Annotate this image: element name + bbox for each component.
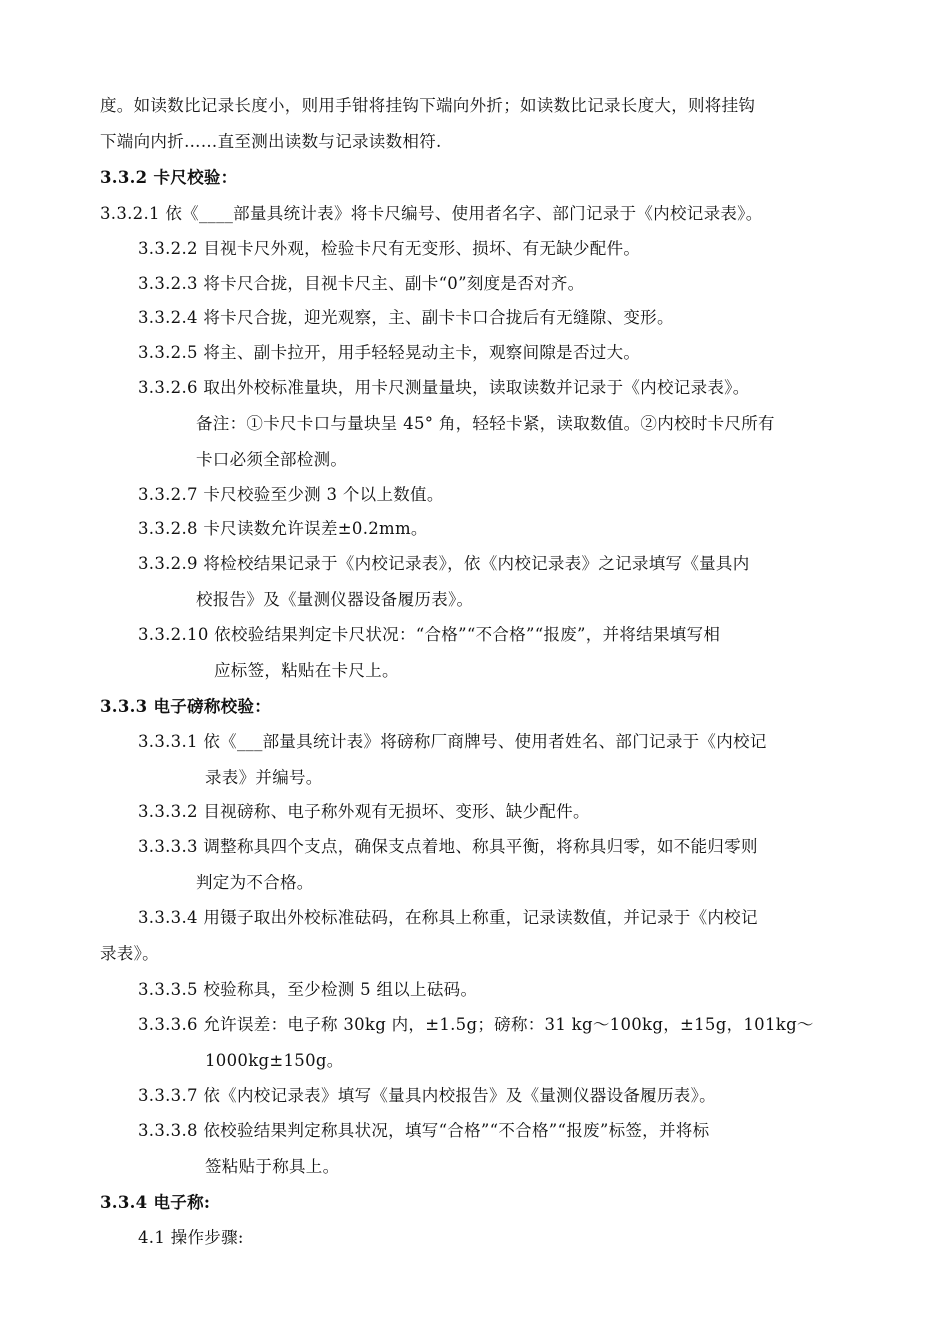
section-heading: 3.3.4 电子称: (100, 1193, 211, 1212)
note-line: 备注：①卡尺卡口与量块呈 45° 角，轻轻卡紧，读取数值。②内校时卡尺所有 (196, 414, 775, 433)
section-heading: 3.3.2 卡尺校验： (100, 168, 238, 187)
list-item-continuation: 录表》。 (100, 944, 159, 963)
note-line: 卡口必须全部检测。 (196, 450, 348, 469)
list-item: 3.3.3.8 依校验结果判定称具状况，填写“合格”“不合格”“报废”标签，并将标 (138, 1121, 710, 1140)
list-item: 4.1 操作步骤: (138, 1228, 244, 1247)
list-item: 3.3.2.6 取出外校标准量块，用卡尺测量量块，读取读数并记录于《内校记录表》。 (138, 378, 750, 397)
list-item: 3.3.2.4 将卡尺合拢，迎光观察，主、副卡卡口合拢后有无缝隙、变形。 (138, 308, 674, 327)
list-item-continuation: 录表》并编号。 (205, 768, 323, 787)
list-item: 3.3.2.5 将主、副卡拉开，用手轻轻晃动主卡，观察间隙是否过大。 (138, 343, 641, 362)
list-item: 3.3.3.7 依《内校记录表》填写《量具内校报告》及《量测仪器设备履历表》。 (138, 1086, 716, 1105)
list-item: 3.3.3.1 依《___部量具统计表》将磅称厂商牌号、使用者姓名、部门记录于《内校记 (138, 732, 767, 751)
list-item: 3.3.3.4 用镊子取出外校标准砝码，在称具上称重，记录读数值，并记录于《内校记 (138, 908, 758, 927)
list-item: 3.3.2.10 依校验结果判定卡尺状况：“合格”“不合格”“报废”，并将结果填写相 (138, 625, 721, 644)
list-item: 3.3.2.8 卡尺读数允许误差±0.2mm。 (138, 519, 428, 538)
list-item: 3.3.2.7 卡尺校验至少测 3 个以上数值。 (138, 485, 444, 504)
list-item-continuation: 校报告》及《量测仪器设备履历表》。 (196, 590, 474, 609)
list-item-continuation: 签粘贴于称具上。 (205, 1157, 340, 1176)
list-item: 3.3.3.2 目视磅称、电子称外观有无损坏、变形、缺少配件。 (138, 802, 590, 821)
list-item-continuation: 判定为不合格。 (196, 873, 314, 892)
list-item: 3.3.2.1 依《____部量具统计表》将卡尺编号、使用者名字、部门记录于《内校记录表》。 (100, 204, 763, 223)
list-item-continuation: 1000kg±150g。 (205, 1051, 344, 1070)
list-item: 3.3.3.6 允许误差：电子称 30kg 内，±1.5g；磅称：31 kg～100kg，±15g，101kg～ (138, 1015, 814, 1034)
section-heading: 3.3.3 电子磅称校验： (100, 697, 272, 716)
list-item: 3.3.3.3 调整称具四个支点，确保支点着地、称具平衡，将称具归零，如不能归零则 (138, 837, 758, 856)
paragraph-line: 下端向内折……直至测出读数与记录读数相符. (100, 132, 442, 151)
list-item: 3.3.2.3 将卡尺合拢，目视卡尺主、副卡“0”刻度是否对齐。 (138, 274, 585, 293)
list-item-continuation: 应标签，粘贴在卡尺上。 (214, 661, 399, 680)
list-item: 3.3.3.5 校验称具，至少检测 5 组以上砝码。 (138, 980, 478, 999)
list-item: 3.3.2.9 将检校结果记录于《内校记录表》，依《内校记录表》之记录填写《量具内 (138, 554, 750, 573)
list-item: 3.3.2.2 目视卡尺外观，检验卡尺有无变形、损坏、有无缺少配件。 (138, 239, 641, 258)
paragraph-line: 度。如读数比记录长度小，则用手钳将挂钩下端向外折；如读数比记录长度大，则将挂钩 (100, 96, 756, 115)
